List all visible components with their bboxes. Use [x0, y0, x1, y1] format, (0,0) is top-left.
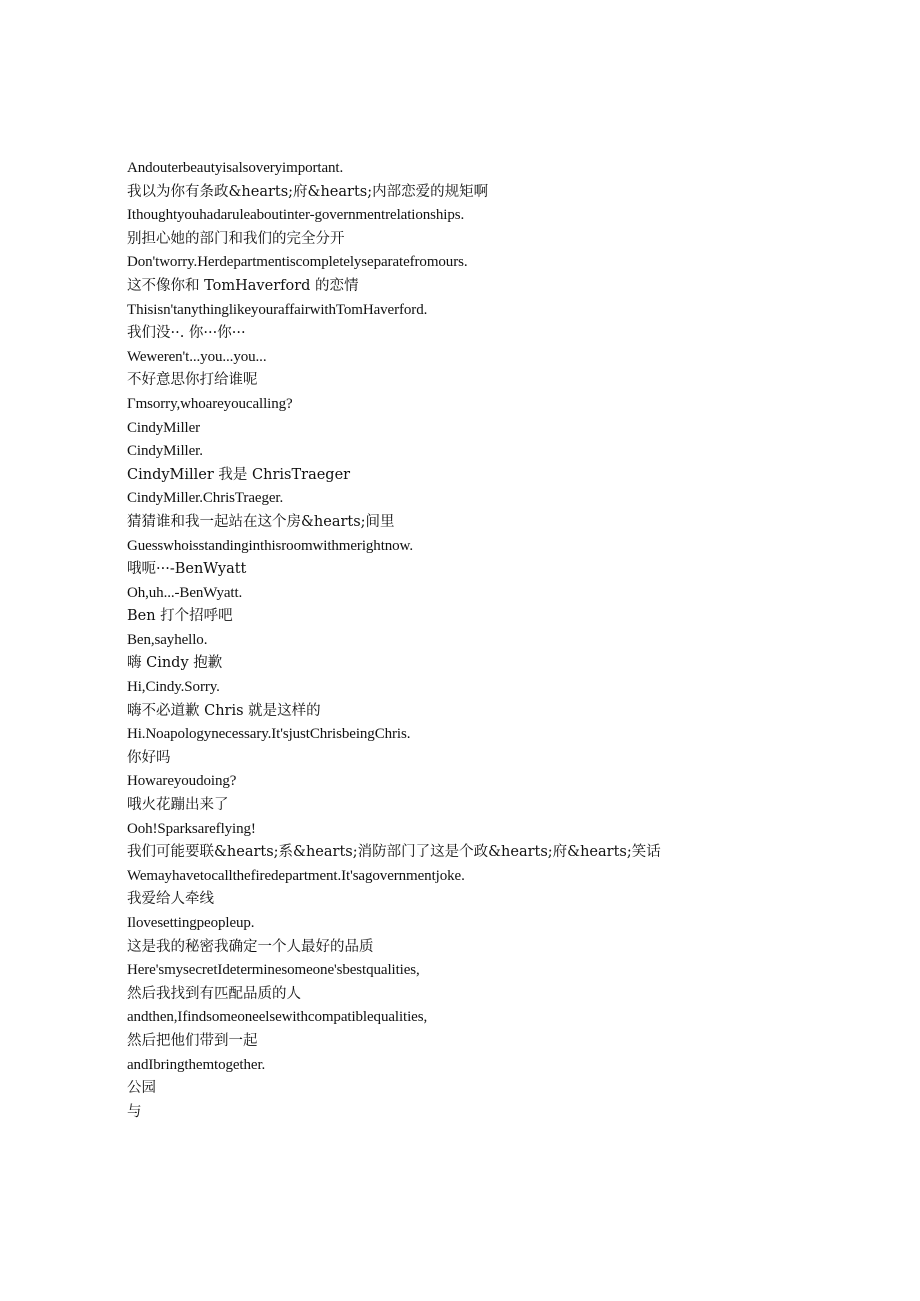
english-line: Ithoughtyouhadaruleaboutinter-governmentrelationships.: [127, 207, 465, 224]
chinese-line: 哦呃···-BenWyatt: [127, 561, 247, 578]
chinese-line: 我们没··. 你···你···: [127, 325, 246, 342]
english-line: CindyMiller.: [127, 443, 203, 460]
english-line: Don'tworry.Herdepartmentiscompletelyseparatefromours.: [127, 254, 468, 271]
chinese-line: 猜猜谁和我一起站在这个房&hearts;间里: [127, 513, 395, 530]
english-line: Andouterbeautyisalsoveryimportant.: [127, 160, 344, 176]
english-line: Ooh!Sparksareflying!: [127, 820, 256, 837]
chinese-line: 这是我的秘密我确定一个人最好的品质: [127, 938, 374, 955]
subtitle-text-block: [127, 157, 887, 1124]
english-line: CindyMiller.ChrisTraeger.: [127, 490, 284, 507]
english-line: Γmsorry,whoareyoucalling?: [127, 395, 293, 412]
english-line: Hi,Cindy.Sorry.: [127, 679, 220, 696]
english-line: Ilovesettingpeopleup.: [127, 915, 255, 931]
english-line: andIbringthemtogether.: [127, 1056, 266, 1073]
english-line: Oh,uh...-BenWyatt.: [127, 584, 243, 601]
chinese-line: 别担心她的部门和我们的完全分开: [127, 230, 345, 247]
chinese-line: 然后把他们带到一起: [127, 1032, 258, 1049]
chinese-line: 哦火花蹦出来了: [127, 797, 229, 814]
chinese-line: 我以为你有条政&hearts;府&hearts;内部恋爱的规矩啊: [127, 183, 489, 200]
chinese-line: 与: [127, 1103, 142, 1120]
chinese-line: 我们可能要联&hearts;系&hearts;消防部门了这是个政&hearts;府&hearts;笑话: [127, 844, 661, 861]
chinese-line: 这不像你和 TomHaverford 的恋情: [127, 277, 359, 294]
chinese-line: Ben 打个招呼吧: [127, 608, 233, 625]
chinese-line: 我爱给人牵线: [127, 891, 214, 908]
english-line: Ben,sayhello.: [127, 631, 208, 648]
english-line: Thisisn'tanythinglikeyouraffairwithTomHaverford.: [127, 301, 428, 318]
english-line: CindyMiller: [127, 419, 201, 436]
chinese-line: 你好吗: [127, 749, 171, 766]
english-line: Hi.Noapologynecessary.It'sjustChrisbeingChris.: [127, 726, 411, 743]
english-line: Here'smysecretIdeterminesomeone'sbestqualities,: [127, 962, 420, 979]
chinese-line: 嗨不必道歉 Chris 就是这样的: [127, 702, 321, 719]
english-line: Howareyoudoing?: [127, 773, 237, 790]
chinese-line: 嗨 Cindy 抱歉: [127, 655, 223, 672]
chinese-line: 不好意思你打给谁呢: [127, 372, 258, 389]
english-line: Weweren't...you...you...: [127, 348, 267, 365]
english-line: andthen,Ifindsomeoneelsewithcompatiblequalities,: [127, 1009, 428, 1026]
chinese-line: 然后我找到有匹配品质的人: [127, 985, 301, 1002]
chinese-line: CindyMiller 我是 ChrisTraeger: [127, 466, 351, 483]
english-line: Guesswhoisstandinginthisroomwithmerightnow.: [127, 537, 413, 554]
english-line: Wemayhavetocallthefiredepartment.It'sagovernmentjoke.: [127, 867, 465, 884]
chinese-line: 公园: [127, 1080, 156, 1097]
